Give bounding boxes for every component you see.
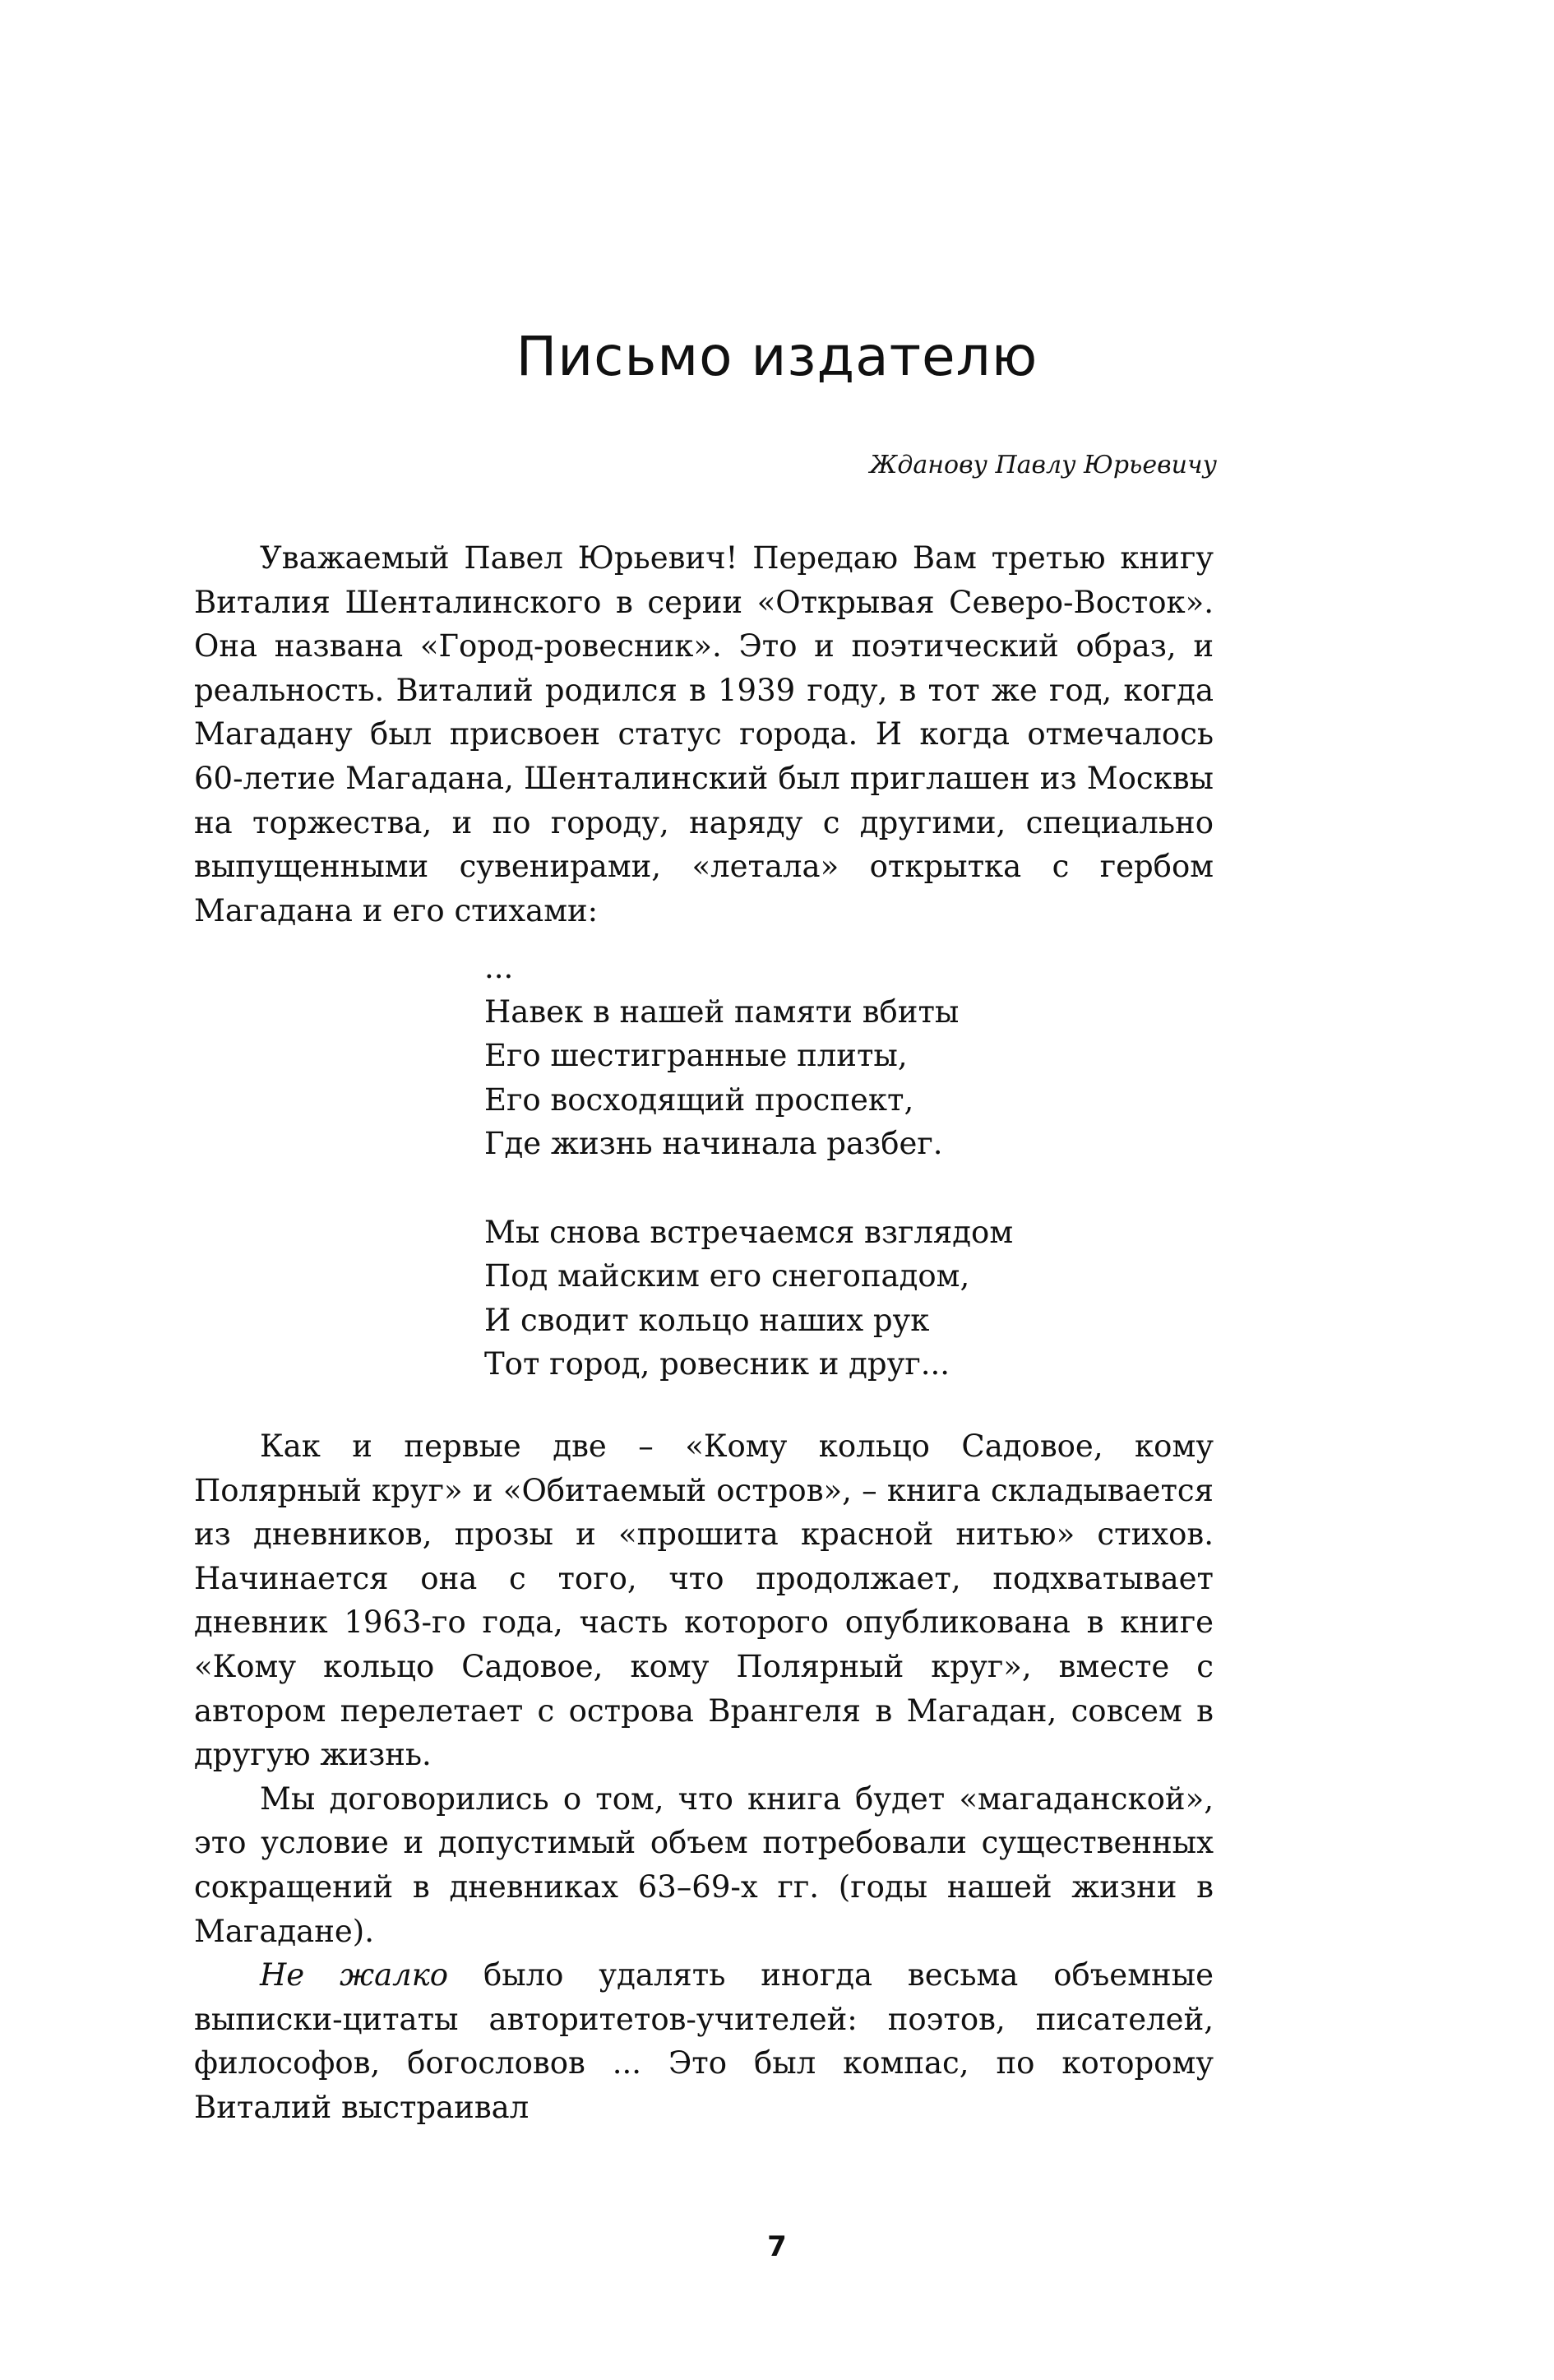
paragraph-4-text: было удалять иногда весьма объемные выписки-цитаты авторитетов-учителей: поэтов, писателей, философов, богословов ... Это был компас, по которому Виталий выстраивал bbox=[194, 1957, 1214, 2125]
poem bbox=[484, 946, 1013, 1387]
italic-lead: Не жалко bbox=[260, 1957, 449, 1993]
page-number: 7 bbox=[767, 2230, 787, 2263]
poem-line: И сводит кольцо наших рук bbox=[484, 1302, 930, 1338]
paragraph-4 bbox=[194, 1953, 1214, 2129]
poem-stanza-1 bbox=[484, 946, 1013, 1166]
paragraph-intro: Уважаемый Павел Юрьевич! Передаю Вам третью книгу Виталия Шенталинского в серии «Открывая Северо-Восток». Она названа «Город-ровесник». Это и поэтический образ, и реальность. Виталий родился в 1939 году, в тот же год, когда Магадану был присвоен статус города. И когда отмечалось 60-летие Магадана, Шенталинский был приглашен из Москвы на торжества, и по городу, наряду с другими, специально выпущенными сувенирами, «летала» открытка с гербом Магадана и его стихами: bbox=[194, 540, 1214, 928]
poem-line: Где жизнь начинала разбег. bbox=[484, 1126, 943, 1162]
paragraph-3: Мы договорились о том, что книга будет «магаданской», это условие и допустимый объем потребовали существенных сокращений в дневниках 63–69-х гг. (годы нашей жизни в Магадане). bbox=[194, 1780, 1214, 1949]
paragraph-2: Как и первые две – «Кому кольцо Садовое, кому Полярный круг» и «Обитаемый остров», – книга складывается из дневников, прозы и «прошита красной нитью» стихов. Начинается она с того, что продолжает, подхватывает дневник 1963-го года, часть которого опубликована в книге «Кому кольцо Садовое, кому Полярный круг», вместе с автором перелетает с острова Врангеля в Магадан, совсем в другую жизнь. bbox=[194, 1428, 1214, 1773]
main-text-block bbox=[194, 1424, 1214, 2130]
poem-line: Мы снова встречаемся взглядом bbox=[484, 1214, 1014, 1250]
poem-stanza-2 bbox=[484, 1211, 1013, 1387]
poem-line: Его шестигранные плиты, bbox=[484, 1038, 908, 1074]
poem-line: Его восходящий проспект, bbox=[484, 1081, 914, 1118]
dedication: Жданову Павлу Юрьевичу bbox=[869, 451, 1217, 479]
intro-block bbox=[194, 536, 1214, 933]
poem-line: ... bbox=[484, 950, 514, 985]
poem-line: Под майским его снегопадом, bbox=[484, 1258, 970, 1294]
poem-line: Тот город, ровесник и друг... bbox=[484, 1346, 950, 1382]
page-title: Письмо издателю bbox=[516, 325, 1038, 388]
poem-line: Навек в нашей памяти вбиты bbox=[484, 993, 960, 1030]
